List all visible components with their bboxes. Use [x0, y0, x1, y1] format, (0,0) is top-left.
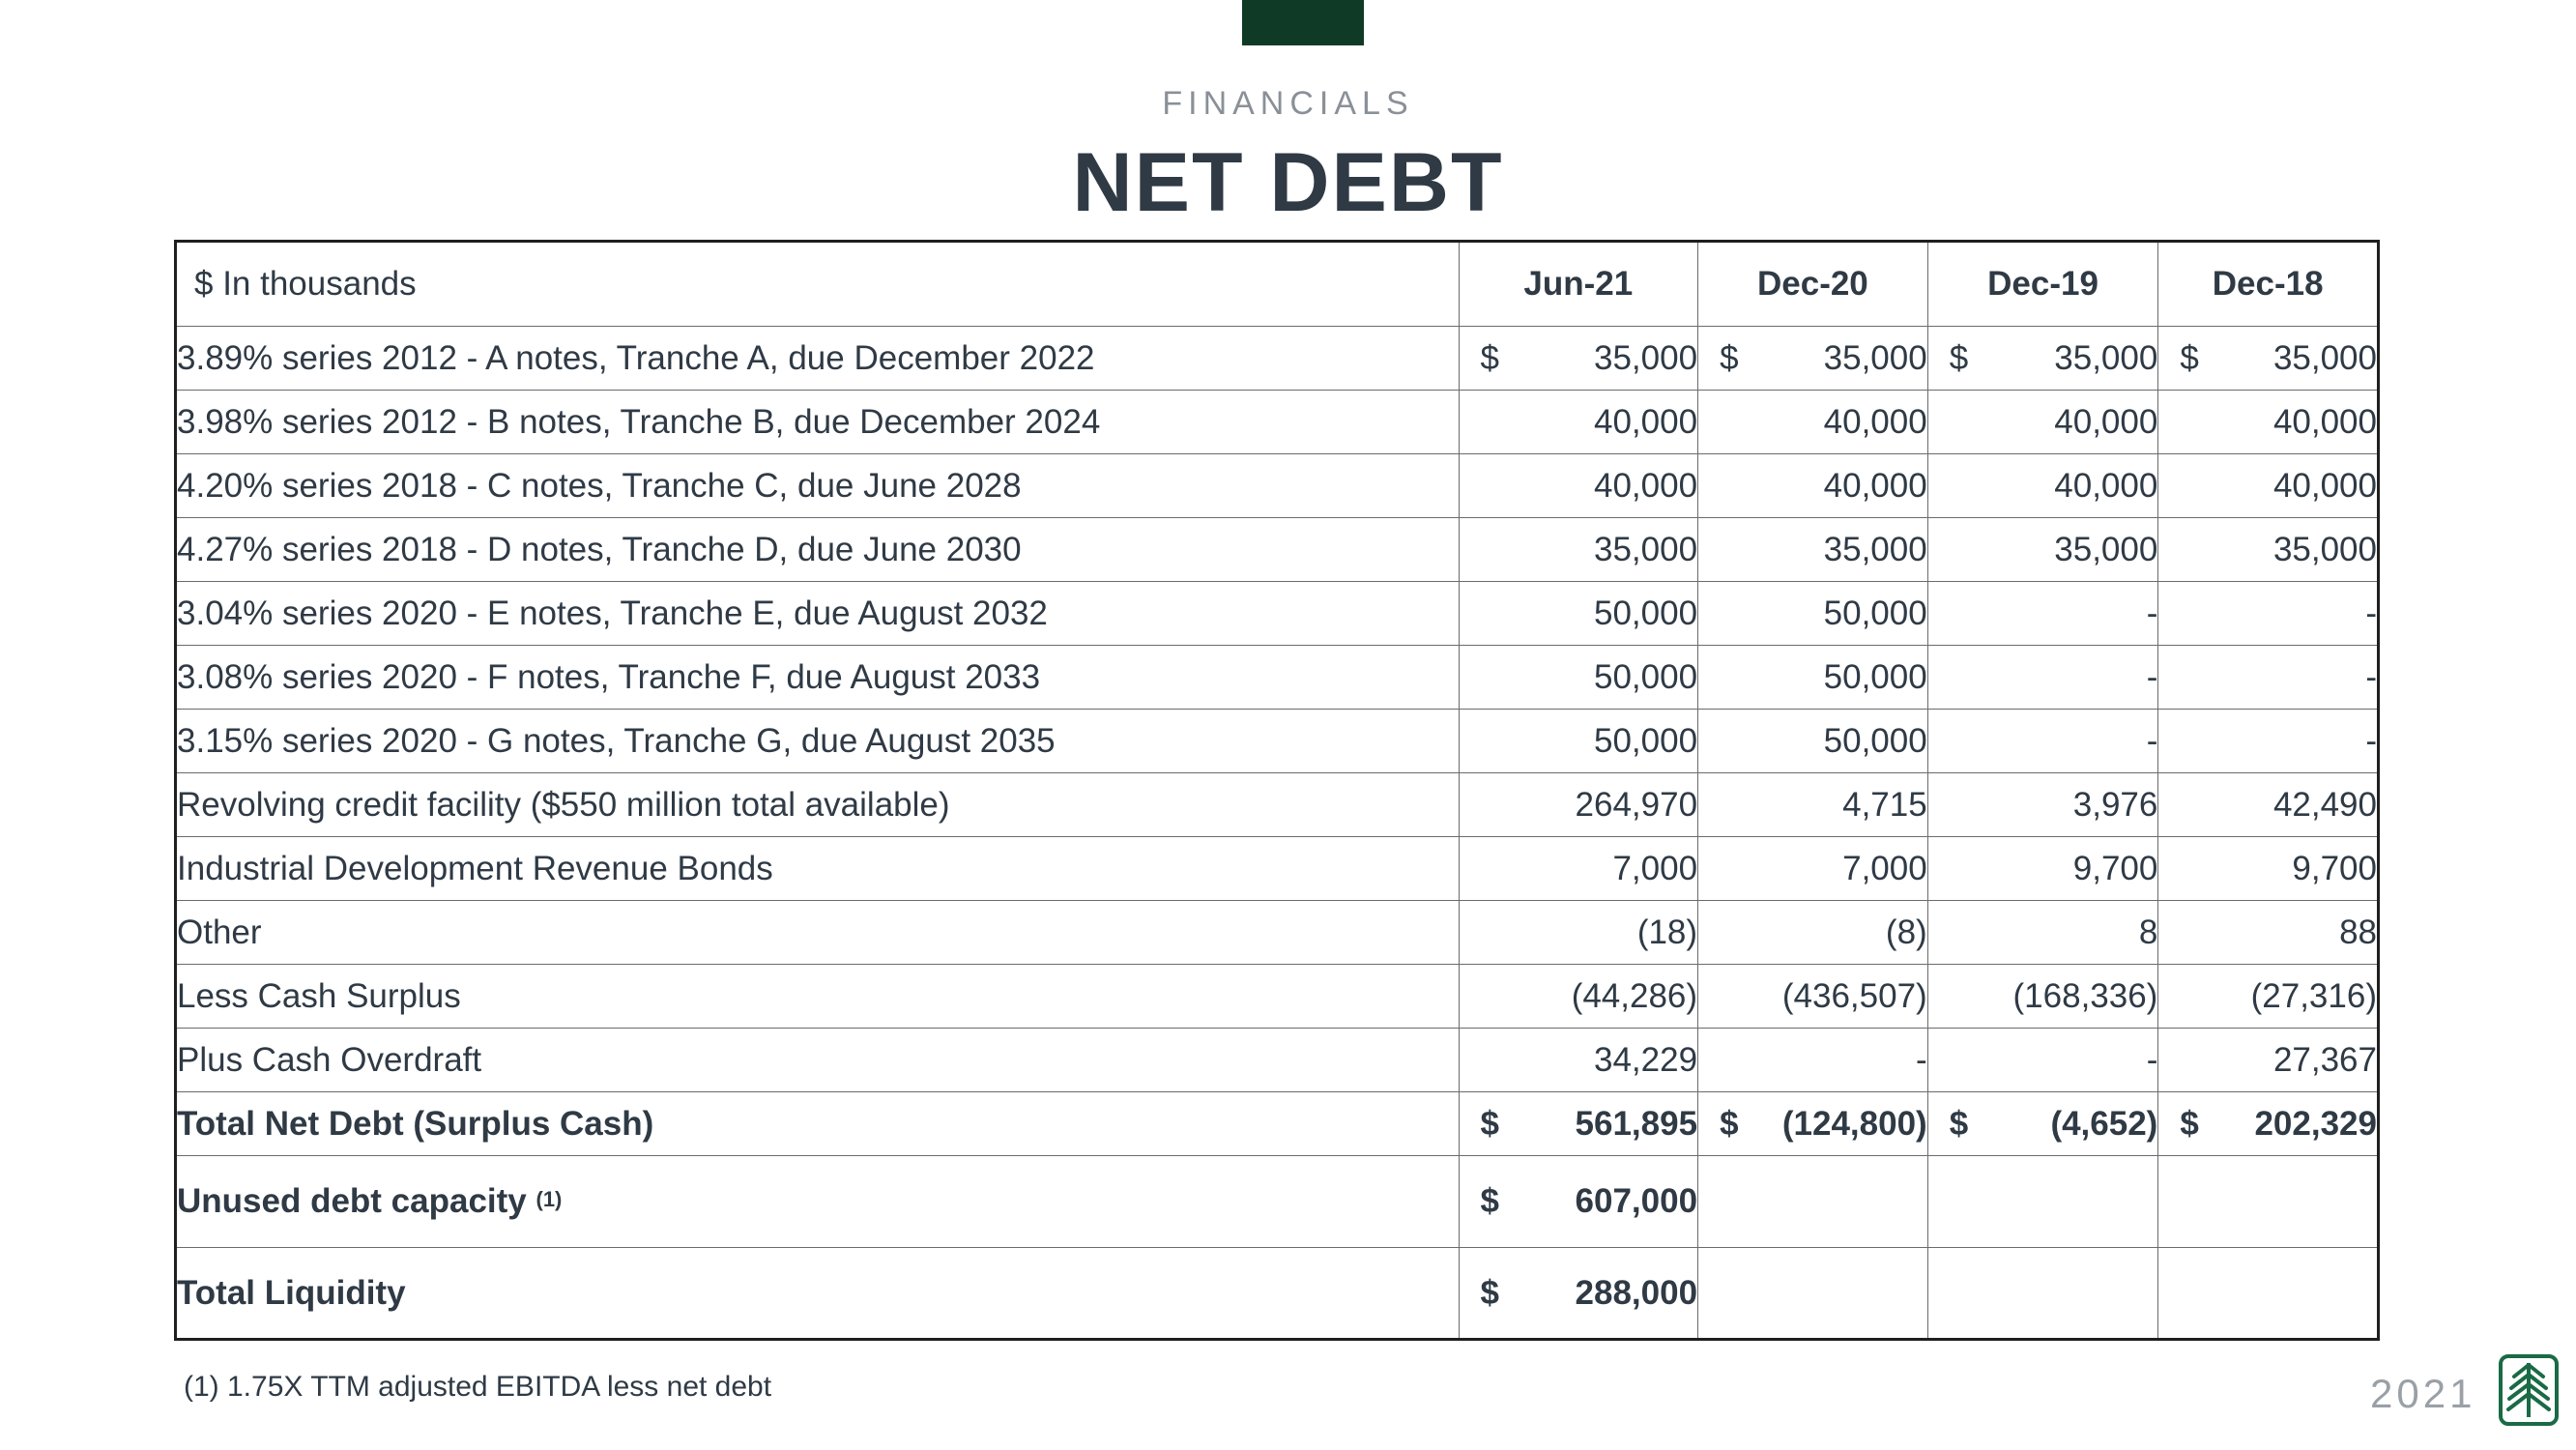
cell-value: 50,000 [1823, 594, 1927, 632]
cell-value: (27,316) [2250, 976, 2377, 1015]
cell-dec-20 [1698, 582, 1928, 646]
table-row [176, 710, 2379, 773]
table-body [176, 327, 2379, 1340]
cell-value: - [2365, 594, 2377, 632]
cell-dec-20 [1698, 1029, 1928, 1092]
currency-symbol: $ [1480, 1182, 1499, 1220]
cell-dec-19 [1927, 1156, 2158, 1248]
cell-dec-18 [2158, 1248, 2379, 1340]
cell-value: 35,000 [2054, 530, 2158, 568]
row-label [176, 965, 1460, 1029]
row-label-text: 4.27% series 2018 - D notes, Tranche D, due June 2030 [177, 530, 1022, 568]
table-row [176, 773, 2379, 837]
cell-value: 7,000 [1842, 849, 1927, 887]
row-label-text: Industrial Development Revenue Bonds [177, 849, 773, 887]
cell-dec-18 [2158, 773, 2379, 837]
row-label [176, 1156, 1460, 1248]
cell-dec-18 [2158, 582, 2379, 646]
cell-dec-18 [2158, 901, 2379, 965]
row-label-text: Other [177, 913, 262, 951]
currency-symbol: $ [2180, 1104, 2199, 1143]
cell-value: (44,286) [1571, 976, 1698, 1015]
currency-symbol: $ [2180, 338, 2199, 377]
cell-dec-20 [1698, 646, 1928, 710]
tree-logo-icon [2497, 1353, 2561, 1427]
row-label-text: Total Liquidity [177, 1273, 406, 1312]
cell-value: (18) [1636, 913, 1698, 951]
cell-dec-20 [1698, 1248, 1928, 1340]
cell-dec-19 [1927, 454, 2158, 518]
row-label-text: 3.04% series 2020 - E notes, Tranche E, due August 2032 [177, 594, 1048, 632]
table-row [176, 391, 2379, 454]
column-header-jun-21: Jun-21 [1459, 242, 1698, 327]
cell-jun-21 [1459, 582, 1698, 646]
currency-symbol: $ [1720, 1104, 1739, 1143]
table-header-row [176, 242, 2379, 327]
cell-value: 35,000 [1594, 530, 1698, 568]
cell-jun-21 [1459, 901, 1698, 965]
currency-symbol: $ [1480, 1273, 1499, 1312]
row-label-text: 3.98% series 2012 - B notes, Tranche B, due December 2024 [177, 402, 1101, 441]
cell-value: - [2365, 721, 2377, 760]
cell-dec-18 [2158, 327, 2379, 391]
cell-dec-20 [1698, 837, 1928, 901]
column-header-units: $ In thousands [176, 242, 1460, 327]
cell-value: 50,000 [1594, 721, 1698, 760]
cell-value: - [2146, 721, 2158, 760]
cell-dec-19 [1927, 582, 2158, 646]
cell-dec-20 [1698, 391, 1928, 454]
cell-value: 40,000 [1594, 466, 1698, 505]
cell-value: 40,000 [2054, 466, 2158, 505]
column-header-dec-18: Dec-18 [2158, 242, 2379, 327]
cell-value: 264,970 [1575, 785, 1698, 824]
cell-jun-21 [1459, 1248, 1698, 1340]
cell-value: 35,000 [2054, 338, 2158, 377]
cell-jun-21 [1459, 1156, 1698, 1248]
row-label [176, 1248, 1460, 1340]
row-label [176, 391, 1460, 454]
cell-dec-20 [1698, 773, 1928, 837]
cell-value: 7,000 [1612, 849, 1698, 887]
cell-value: 88 [2339, 913, 2377, 951]
currency-symbol: $ [1949, 338, 1969, 377]
cell-dec-19 [1927, 327, 2158, 391]
cell-value: (124,800) [1781, 1104, 1927, 1143]
footnote: (1) 1.75X TTM adjusted EBITDA less net debt [184, 1371, 772, 1403]
currency-symbol: $ [1480, 338, 1499, 377]
cell-value: 27,367 [2272, 1040, 2377, 1079]
cell-value: - [2146, 1040, 2158, 1079]
cell-jun-21 [1459, 837, 1698, 901]
row-label-text: Less Cash Surplus [177, 976, 461, 1015]
row-label [176, 582, 1460, 646]
cell-jun-21 [1459, 518, 1698, 582]
row-label-text: 3.15% series 2020 - G notes, Tranche G, due August 2035 [177, 721, 1056, 760]
table-row [176, 1156, 2379, 1248]
cell-value: 40,000 [1823, 466, 1927, 505]
row-label [176, 837, 1460, 901]
cell-jun-21 [1459, 391, 1698, 454]
cell-dec-18 [2158, 1156, 2379, 1248]
cell-value: 50,000 [1823, 721, 1927, 760]
row-label-text: Revolving credit facility ($550 million total available) [177, 785, 950, 824]
row-label [176, 773, 1460, 837]
cell-dec-20 [1698, 518, 1928, 582]
cell-value: 561,895 [1575, 1104, 1698, 1143]
cell-value: 35,000 [2272, 530, 2377, 568]
cell-jun-21 [1459, 454, 1698, 518]
row-label [176, 710, 1460, 773]
table-row [176, 1029, 2379, 1092]
top-accent-bar [1242, 0, 1364, 45]
cell-value: 40,000 [2272, 466, 2377, 505]
cell-dec-20 [1698, 901, 1928, 965]
net-debt-table [174, 240, 2380, 1341]
cell-value: 9,700 [2072, 849, 2158, 887]
cell-jun-21 [1459, 1092, 1698, 1156]
cell-value: (436,507) [1781, 976, 1927, 1015]
table-row [176, 582, 2379, 646]
cell-dec-19 [1927, 391, 2158, 454]
table-row [176, 518, 2379, 582]
row-label [176, 901, 1460, 965]
table-row [176, 837, 2379, 901]
table-row [176, 1092, 2379, 1156]
cell-dec-20 [1698, 1156, 1928, 1248]
cell-dec-20 [1698, 454, 1928, 518]
cell-dec-19 [1927, 837, 2158, 901]
cell-value: 202,329 [2254, 1104, 2377, 1143]
cell-dec-19 [1927, 965, 2158, 1029]
cell-value: - [1916, 1040, 1927, 1079]
cell-value: 607,000 [1575, 1182, 1698, 1220]
table-row [176, 901, 2379, 965]
cell-value: 288,000 [1575, 1273, 1698, 1312]
table-row [176, 1248, 2379, 1340]
table-row [176, 454, 2379, 518]
cell-dec-20 [1698, 1092, 1928, 1156]
row-label-text: 3.89% series 2012 - A notes, Tranche A, due December 2022 [177, 338, 1095, 377]
cell-dec-19 [1927, 518, 2158, 582]
page-title: NET DEBT [1072, 136, 1504, 229]
cell-dec-18 [2158, 1092, 2379, 1156]
cell-value: 9,700 [2292, 849, 2377, 887]
cell-dec-18 [2158, 391, 2379, 454]
currency-symbol: $ [1949, 1104, 1969, 1143]
row-label-text: 4.20% series 2018 - C notes, Tranche C, due June 2028 [177, 466, 1022, 505]
cell-value: 40,000 [2272, 402, 2377, 441]
cell-value: 40,000 [1594, 402, 1698, 441]
cell-dec-20 [1698, 965, 1928, 1029]
cell-dec-20 [1698, 327, 1928, 391]
cell-jun-21 [1459, 646, 1698, 710]
cell-dec-19 [1927, 901, 2158, 965]
footer-year: 2021 [2370, 1371, 2476, 1416]
table-row [176, 646, 2379, 710]
table-row [176, 327, 2379, 391]
cell-jun-21 [1459, 1029, 1698, 1092]
section-eyebrow: FINANCIALS [1162, 85, 1414, 122]
cell-dec-19 [1927, 646, 2158, 710]
cell-value: - [2365, 657, 2377, 696]
row-label [176, 327, 1460, 391]
currency-symbol: $ [1720, 338, 1739, 377]
cell-value: 50,000 [1594, 657, 1698, 696]
cell-dec-19 [1927, 1029, 2158, 1092]
row-label [176, 646, 1460, 710]
cell-value: 50,000 [1823, 657, 1927, 696]
row-label [176, 1092, 1460, 1156]
row-label-text: Total Net Debt (Surplus Cash) [177, 1104, 654, 1143]
cell-dec-19 [1927, 710, 2158, 773]
cell-value: 40,000 [2054, 402, 2158, 441]
cell-dec-19 [1927, 1092, 2158, 1156]
column-header-dec-20: Dec-20 [1698, 242, 1928, 327]
cell-dec-19 [1927, 1248, 2158, 1340]
row-label-text: Plus Cash Overdraft [177, 1040, 482, 1079]
cell-dec-19 [1927, 773, 2158, 837]
cell-value: 35,000 [1594, 338, 1698, 377]
cell-dec-18 [2158, 518, 2379, 582]
row-label [176, 1029, 1460, 1092]
cell-jun-21 [1459, 965, 1698, 1029]
cell-dec-18 [2158, 454, 2379, 518]
cell-value: (8) [1885, 913, 1927, 951]
cell-dec-20 [1698, 710, 1928, 773]
footnote-reference: (1) [535, 1187, 563, 1211]
cell-value: 42,490 [2272, 785, 2377, 824]
cell-value: 8 [2138, 913, 2158, 951]
row-label [176, 454, 1460, 518]
cell-jun-21 [1459, 773, 1698, 837]
cell-value: (168,336) [2012, 976, 2158, 1015]
row-label-text: 3.08% series 2020 - F notes, Tranche F, due August 2033 [177, 657, 1041, 696]
cell-value: 35,000 [1823, 530, 1927, 568]
cell-value: 40,000 [1823, 402, 1927, 441]
table-row [176, 965, 2379, 1029]
cell-jun-21 [1459, 710, 1698, 773]
column-header-dec-19: Dec-19 [1927, 242, 2158, 327]
cell-dec-18 [2158, 646, 2379, 710]
row-label-text: Unused debt capacity [177, 1182, 527, 1220]
cell-value: 35,000 [1823, 338, 1927, 377]
cell-dec-18 [2158, 1029, 2379, 1092]
cell-value: - [2146, 594, 2158, 632]
cell-jun-21 [1459, 327, 1698, 391]
cell-dec-18 [2158, 965, 2379, 1029]
cell-value: - [2146, 657, 2158, 696]
cell-value: (4,652) [2050, 1104, 2158, 1143]
cell-value: 34,229 [1594, 1040, 1698, 1079]
cell-value: 50,000 [1594, 594, 1698, 632]
cell-value: 35,000 [2272, 338, 2377, 377]
currency-symbol: $ [1480, 1104, 1499, 1143]
cell-dec-18 [2158, 837, 2379, 901]
row-label [176, 518, 1460, 582]
cell-value: 4,715 [1842, 785, 1927, 824]
cell-value: 3,976 [2072, 785, 2158, 824]
cell-dec-18 [2158, 710, 2379, 773]
